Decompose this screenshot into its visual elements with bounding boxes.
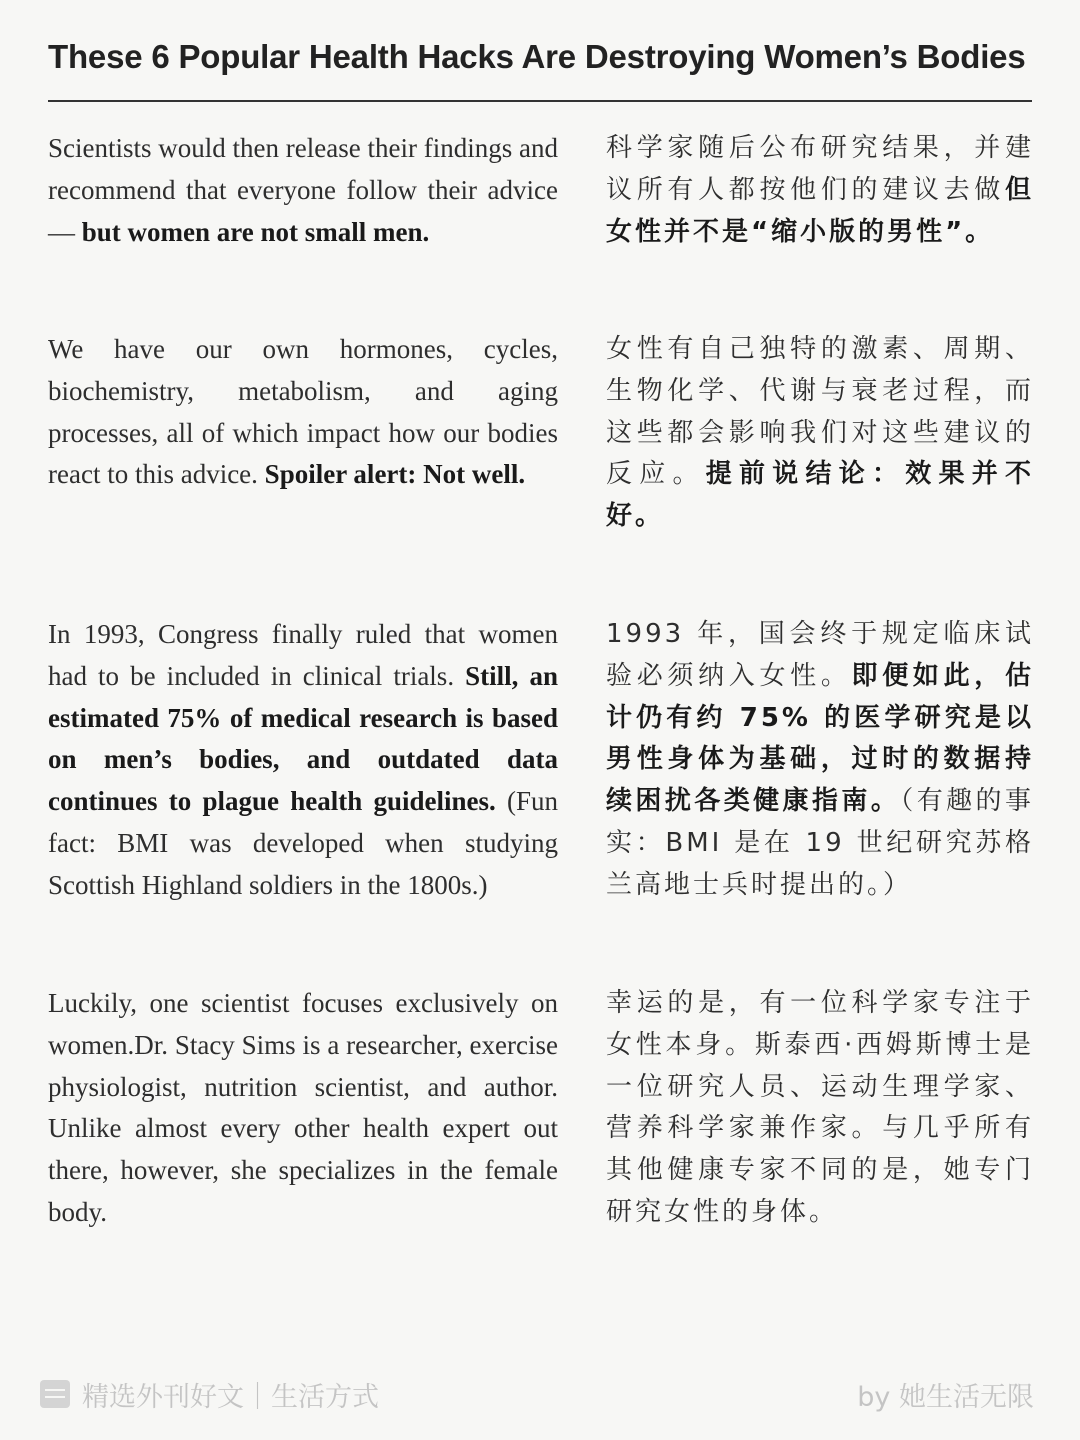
text-run: In 1993, Congress finally ruled that women had to be included in clinical trials. — [48, 619, 558, 691]
paragraph-zh-2 — [606, 329, 1034, 538]
text-run: We have our own hormones, cycles, biochemistry, metabolism, and aging processes, all of which impact how our bodies react to this advice. — [48, 334, 558, 490]
text-run: Scientists would then release their findings and recommend that everyone follow their advice — — [48, 133, 558, 247]
footer-source — [40, 1372, 379, 1416]
paragraph-zh-3 — [606, 614, 1034, 907]
text-run-bold: 但女性并不是“缩小版的男性”。 — [606, 174, 1034, 247]
text-run-bold: Spoiler alert: Not well. — [264, 459, 526, 490]
text-run-bold: but women are not small men. — [81, 216, 430, 247]
text-run: Luckily, one scientist focuses exclusively on women.Dr. Stacy Sims is a researcher, exercise physiologist, nutrition scientist, and author. Unlike almost every other health expert out there, however, she specializes in the female body. — [48, 988, 558, 1227]
text-run: 幸运的是，有一位科学家专注于女性本身。斯泰西·西姆斯博士是一位研究人员、运动生理学家、营养科学家兼作家。与几乎所有其他健康专家不同的是，她专门研究女性的身体。 — [606, 988, 1034, 1227]
paragraph-en-4 — [48, 983, 558, 1234]
footer-author-label: by 她生活无限 — [857, 1381, 1034, 1413]
text-run: 1993 年，国会终于规定临床试验必须纳入女性。 — [606, 619, 1034, 691]
footer-author — [857, 1372, 1034, 1416]
paragraph-en-1 — [48, 128, 558, 253]
paragraph-en-3 — [48, 614, 558, 907]
text-run-bold: 即便如此，估计仍有约 75% 的医学研究是以男性身体为基础，过时的数据持续困扰各类健康指南。 — [606, 660, 1034, 817]
text-run: (Fun fact: BMI was developed when studying Scottish Highland soldiers in the 1800s.) — [48, 786, 558, 900]
text-run-bold: Still, an estimated 75% of medical research is based on men’s bodies, and outdated data continues to plague health guidelines. — [48, 660, 559, 817]
footer-source-label: 精选外刊好文｜生活方式 — [82, 1381, 379, 1413]
text-run: 女性有自己独特的激素、周期、生物化学、代谢与衰老过程，而这些都会影响我们对这些建议的反应。 — [606, 334, 1034, 490]
title-divider — [48, 100, 1032, 102]
paragraph-en-2 — [48, 329, 558, 496]
text-run: （有趣的事实：BMI 是在 19 世纪研究苏格兰高地士兵时提出的。） — [606, 786, 1034, 900]
document-icon — [40, 1380, 70, 1408]
text-run: 科学家随后公布研究结果，并建议所有人都按他们的建议去做 — [606, 133, 1034, 205]
paragraph-zh-4 — [606, 983, 1034, 1234]
text-run-bold: 提前说结论：效果并不好。 — [606, 459, 1034, 532]
article-title: These 6 Popular Health Hacks Are Destroying Women’s Bodies — [48, 38, 1026, 75]
paragraph-zh-1 — [606, 128, 1034, 253]
